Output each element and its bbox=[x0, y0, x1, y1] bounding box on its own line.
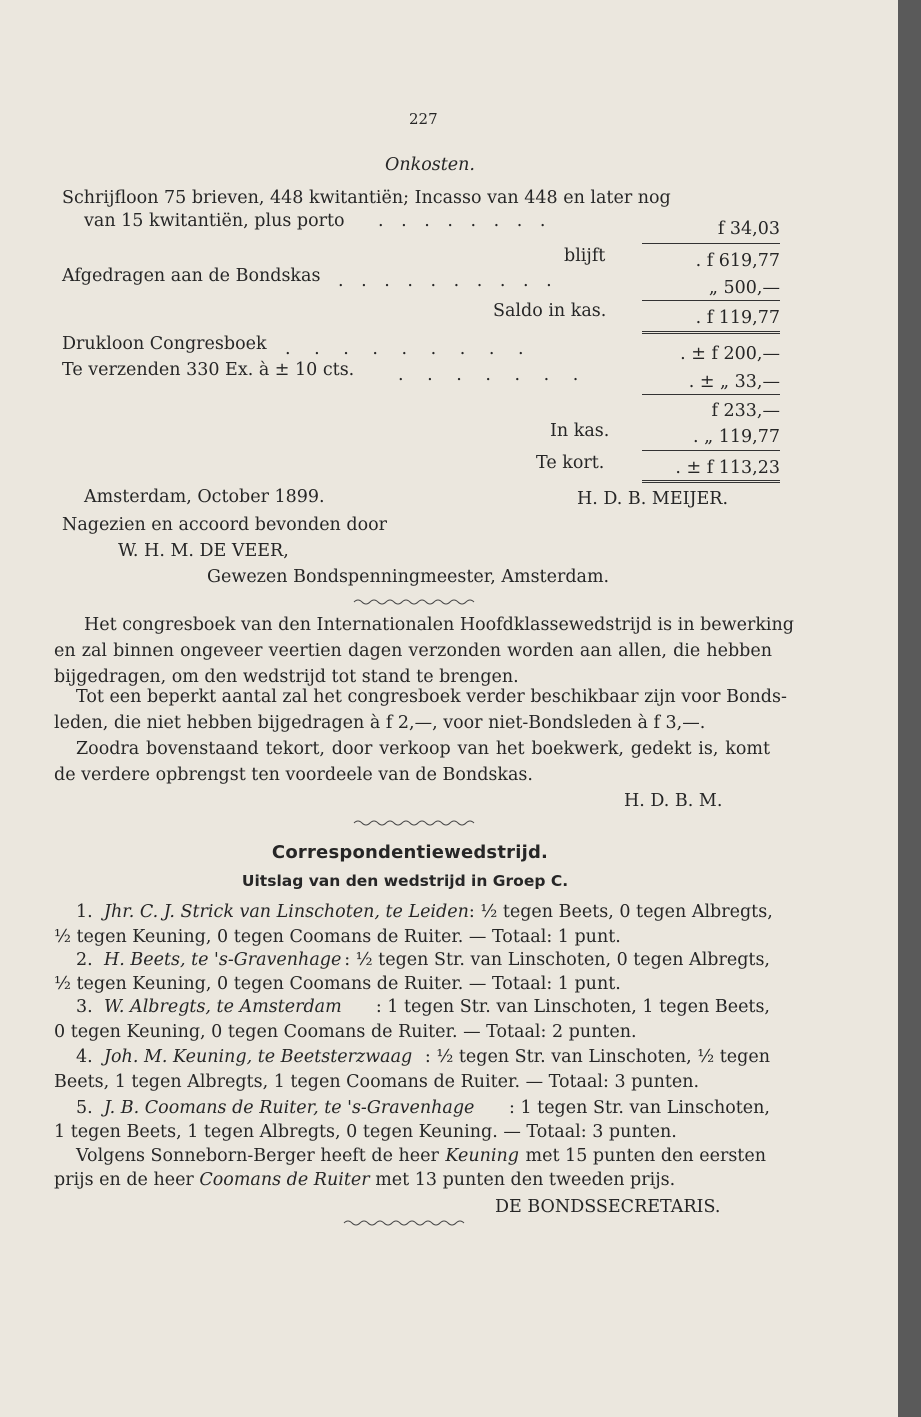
entry-line-2: 1 tegen Beets, 1 tegen Albregts, 0 tegen Keuning. — Totaal: 3 punten. bbox=[54, 1122, 677, 1142]
sum-line bbox=[642, 300, 780, 301]
sb-line-2 bbox=[54, 1169, 675, 1191]
amount-porto: f 34,03 bbox=[717, 219, 780, 239]
amount-drukloon: . ± f 200,— bbox=[680, 344, 780, 364]
entry-line-2: 0 tegen Keuning, 0 tegen Coomans de Ruiter. — Totaal: 2 punten. bbox=[54, 1022, 637, 1042]
entry-number: 3. bbox=[76, 997, 93, 1017]
signer: H. D. B. MEIJER. bbox=[577, 489, 729, 509]
inkas-label: In kas. bbox=[550, 421, 610, 441]
expenses-line-2: van 15 kwitantiën, plus porto bbox=[84, 211, 345, 231]
amount-blijft: . f 619,77 bbox=[695, 251, 780, 271]
checker-name: W. H. M. DE VEER, bbox=[118, 541, 289, 561]
player-name: J. B. Coomans de Ruiter, te 's-Gravenhage bbox=[104, 1098, 475, 1118]
double-line bbox=[642, 480, 780, 483]
sum-line bbox=[642, 243, 780, 244]
expenses-line-1: Schrijfloon 75 brieven, 448 kwitantiën; Incasso van 448 en later nog bbox=[62, 188, 671, 208]
entry-number: 2. bbox=[76, 950, 93, 970]
sb-first-name: Keuning bbox=[445, 1146, 519, 1166]
player-results: : ½ tegen Beets, 0 tegen Albregts, bbox=[468, 902, 773, 922]
player-results: : ½ tegen Str. van Linschoten, 0 tegen Albregts, bbox=[344, 950, 770, 970]
entry-number: 5. bbox=[76, 1098, 93, 1118]
drukloon-label: Drukloon Congresboek bbox=[62, 334, 267, 354]
blijft-label: blijft bbox=[564, 246, 606, 266]
tekort-label: Te kort. bbox=[536, 453, 605, 473]
ornament-divider bbox=[352, 818, 482, 828]
player-name: Joh. M. Keuning, te Beetsterzwaag bbox=[104, 1047, 413, 1067]
page-number: 227 bbox=[409, 110, 438, 128]
amount-total: f 233,— bbox=[711, 401, 780, 421]
saldo-label: Saldo in kas. bbox=[493, 301, 607, 321]
player-results: : 1 tegen Str. van Linschoten, bbox=[509, 1098, 770, 1118]
sb-text: Volgens Sonneborn-Berger heeft de heer bbox=[76, 1146, 439, 1166]
dot-leader: . . . . . . . . . . bbox=[338, 271, 558, 291]
section-subtitle: Uitslag van den wedstrijd in Groep C. bbox=[241, 872, 569, 890]
entry-line-2: Beets, 1 tegen Albregts, 1 tegen Coomans de Ruiter. — Totaal: 3 punten. bbox=[54, 1072, 700, 1092]
expenses-heading: Onkosten. bbox=[385, 155, 475, 175]
checker-role: Gewezen Bondspenningmeester, Amsterdam. bbox=[207, 567, 610, 587]
notice-initials: H. D. B. M. bbox=[624, 791, 723, 811]
checked-by-label: Nagezien en accoord bevonden door bbox=[62, 515, 388, 535]
notice-line-2: en zal binnen ongeveer veertien dagen verzonden worden aan allen, die hebben bbox=[54, 641, 772, 661]
player-name: W. Albregts, te Amsterdam bbox=[104, 997, 342, 1017]
ornament-divider bbox=[342, 1218, 472, 1228]
entry-line-2: ½ tegen Keuning, 0 tegen Coomans de Ruiter. — Totaal: 1 punt. bbox=[54, 927, 621, 947]
amount-saldo: . f 119,77 bbox=[695, 308, 780, 328]
notice-line-7: de verdere opbrengst ten voordeele van de Bondskas. bbox=[54, 765, 533, 785]
section-title: Correspondentiewedstrijd. bbox=[271, 842, 549, 863]
sum-line bbox=[642, 450, 780, 451]
amount-tekort: . ± f 113,23 bbox=[675, 458, 780, 478]
sb-line-1 bbox=[76, 1145, 766, 1167]
notice-line-3: bijgedragen, om den wedstrijd tot stand te brengen. bbox=[54, 667, 519, 687]
sb-text: met 13 punten den tweeden prijs. bbox=[375, 1170, 676, 1190]
player-name: H. Beets, te 's-Gravenhage bbox=[104, 950, 342, 970]
notice-line-5: leden, die niet hebben bijgedragen à f 2,—, voor niet-Bondsleden à f 3,—. bbox=[54, 713, 706, 733]
verzenden-label: Te verzenden 330 Ex. à ± 10 cts. bbox=[62, 360, 355, 380]
sb-text: met 15 punten den eersten bbox=[525, 1146, 766, 1166]
entry-line bbox=[104, 1046, 770, 1068]
entry-line bbox=[104, 949, 770, 971]
amount-afgedragen: „ 500,— bbox=[708, 278, 780, 298]
amount-verzenden: . ± „ 33,— bbox=[688, 372, 780, 392]
sb-text: prijs en de heer bbox=[54, 1170, 194, 1190]
page-edge bbox=[898, 0, 921, 1417]
player-results: : 1 tegen Str. van Linschoten, 1 tegen Beets, bbox=[375, 997, 770, 1017]
afgedragen-label: Afgedragen aan de Bondskas bbox=[62, 266, 321, 286]
entry-line bbox=[104, 901, 773, 923]
sum-line bbox=[642, 394, 780, 395]
double-line bbox=[642, 331, 780, 334]
ornament-divider bbox=[352, 597, 482, 607]
amount-inkas: . „ 119,77 bbox=[693, 427, 780, 447]
notice-line-6: Zoodra bovenstaand tekort, door verkoop van het boekwerk, gedekt is, komt bbox=[76, 739, 770, 759]
player-name: Jhr. C. J. Strick van Linschoten, te Leiden bbox=[104, 902, 469, 922]
player-results: : ½ tegen Str. van Linschoten, ½ tegen bbox=[424, 1047, 770, 1067]
entry-line-2: ½ tegen Keuning, 0 tegen Coomans de Ruiter. — Totaal: 1 punt. bbox=[54, 974, 621, 994]
entry-line bbox=[104, 996, 770, 1018]
place-date: Amsterdam, October 1899. bbox=[84, 487, 325, 507]
entry-number: 1. bbox=[76, 902, 93, 922]
entry-line bbox=[104, 1097, 770, 1119]
notice-line-1: Het congresboek van den Internationalen Hoofdklassewedstrijd is in bewerking bbox=[84, 615, 795, 635]
dot-leader: . . . . . . . . . bbox=[285, 339, 533, 359]
secretary: DE BONDSSECRETARIS. bbox=[495, 1197, 721, 1217]
dot-leader: . . . . . . . . bbox=[378, 211, 552, 231]
notice-line-4: Tot een beperkt aantal zal het congresboek verder beschikbaar zijn voor Bonds- bbox=[76, 687, 787, 707]
sb-second-name: Coomans de Ruiter bbox=[199, 1170, 370, 1190]
entry-number: 4. bbox=[76, 1047, 93, 1067]
dot-leader: . . . . . . . bbox=[398, 365, 588, 385]
